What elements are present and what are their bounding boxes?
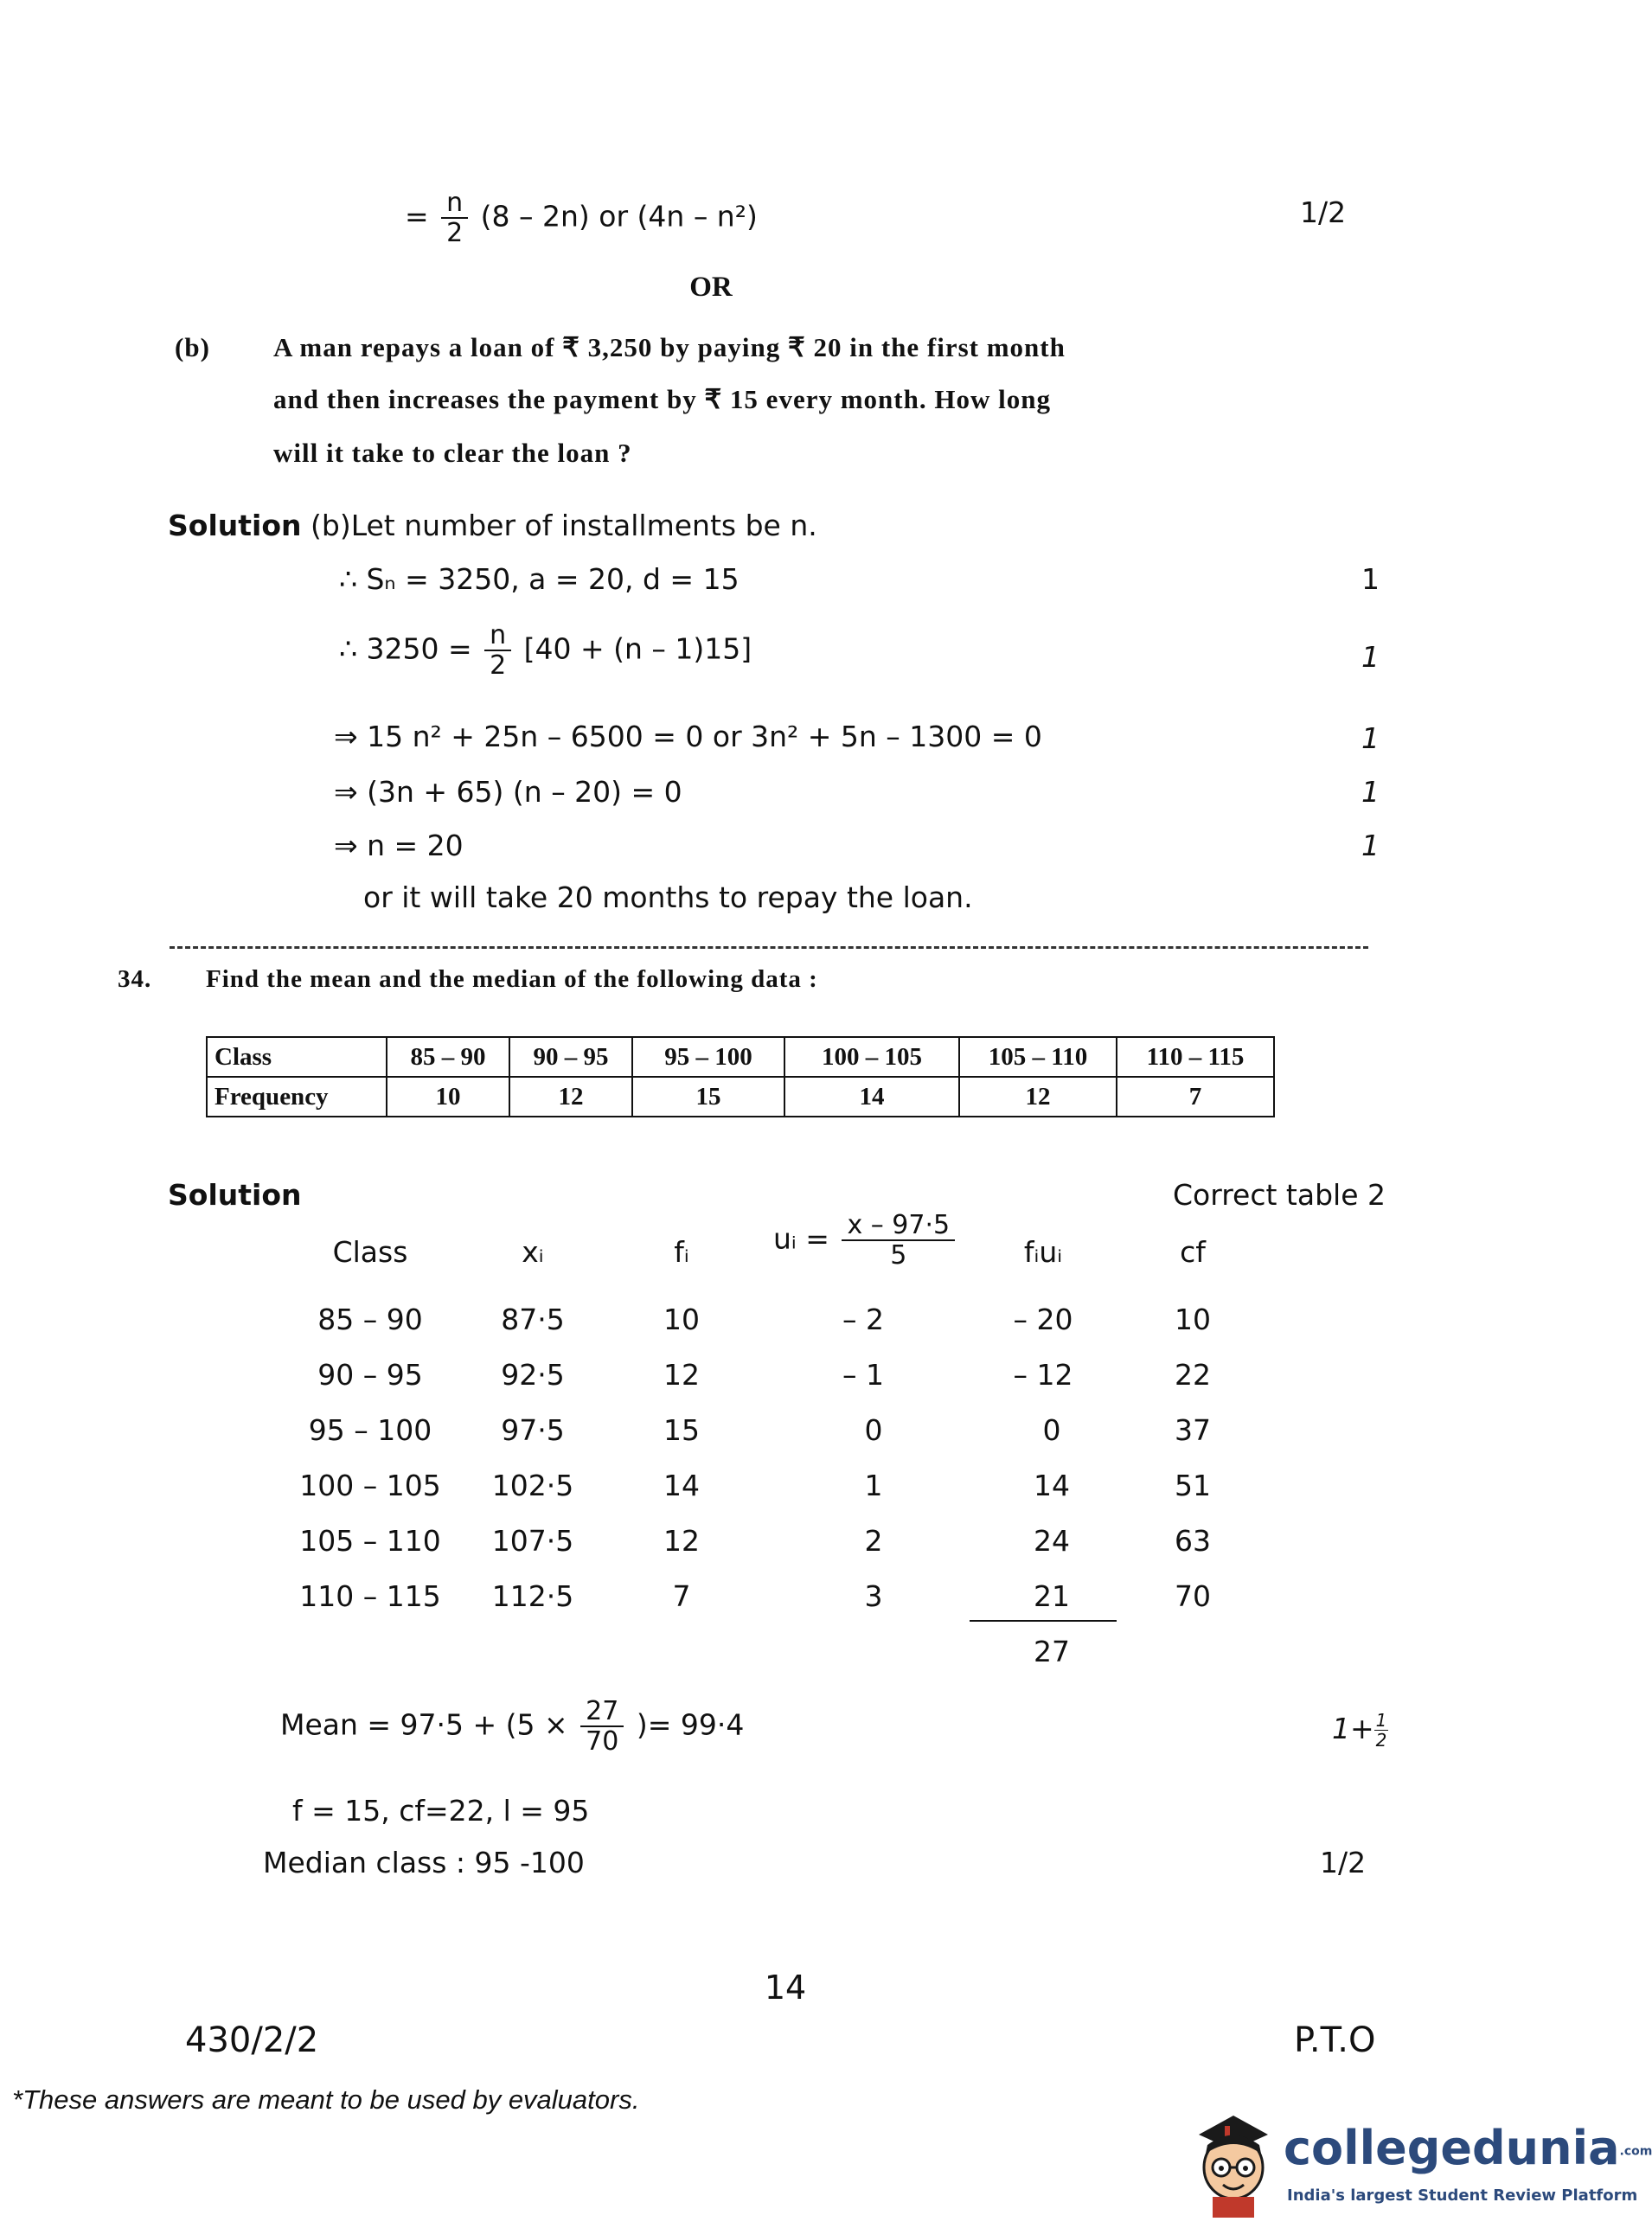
- step2-frac-den: 2: [490, 650, 507, 681]
- row-class: 90 – 95: [317, 1358, 423, 1392]
- solution-34-mark-note: Correct table 2: [1173, 1178, 1386, 1212]
- pto-label: P.T.O: [1294, 2020, 1376, 2060]
- solution-b-intro-text: (b)Let number of installments be n.: [311, 509, 817, 542]
- row-f: 15: [663, 1413, 700, 1447]
- mean-fraction: [580, 1697, 624, 1756]
- row-cf: 22: [1175, 1358, 1211, 1392]
- question-b-label: (b): [175, 332, 210, 362]
- row-f: 12: [663, 1358, 700, 1392]
- row-cf: 37: [1175, 1413, 1211, 1447]
- row-cf: 70: [1175, 1579, 1211, 1613]
- mean-mark-num: 1: [1375, 1710, 1387, 1731]
- table-cell: 100 – 105: [784, 1037, 959, 1077]
- prev-frac-den: 2: [446, 218, 464, 248]
- row-u: 2: [864, 1524, 883, 1558]
- mascot-icon: [1173, 2100, 1294, 2221]
- col-u-fraction: [842, 1211, 955, 1270]
- solution-b-step3-mark: 1: [1361, 721, 1380, 755]
- section-divider: [170, 946, 1368, 949]
- table-cell: 12: [509, 1077, 632, 1117]
- median-values: f = 15, cf=22, l = 95: [292, 1794, 590, 1828]
- solution-b-step1-mark: 1: [1361, 562, 1380, 596]
- question-b-line2: and then increases the payment by ₹ 15 every month. How long: [273, 384, 1051, 414]
- row-fu: 0: [1042, 1413, 1061, 1447]
- table-cell: 7: [1117, 1077, 1274, 1117]
- question-34-number: 34.: [118, 965, 152, 993]
- row-x: 92·5: [501, 1358, 565, 1392]
- row-f: 14: [663, 1469, 700, 1502]
- row-fu: – 12: [1013, 1358, 1073, 1392]
- col-header-fu: fᵢuᵢ: [1023, 1235, 1063, 1269]
- prev-eq-prefix: =: [405, 199, 429, 234]
- brand-name-text: collegedunia: [1284, 2121, 1620, 2175]
- row-fu: 24: [1034, 1524, 1070, 1558]
- solution-b-step3: ⇒ 15 n² + 25n – 6500 = 0 or 3n² + 5n – 1300 = 0: [334, 720, 1042, 753]
- question-34-table: [206, 1036, 1275, 1117]
- row-u: 3: [864, 1579, 883, 1613]
- solution-b-conclusion: or it will take 20 months to repay the loan.: [363, 880, 973, 914]
- row-f: 12: [663, 1524, 700, 1558]
- solution-b-step2-mark: 1: [1361, 640, 1380, 674]
- row-x: 112·5: [491, 1579, 574, 1613]
- mean-mark-den: 2: [1375, 1730, 1387, 1751]
- page-number: 14: [764, 1969, 807, 2007]
- col-header-f: fᵢ: [674, 1235, 689, 1269]
- row-u: – 2: [842, 1303, 884, 1336]
- mean-equation: [280, 1697, 744, 1756]
- prev-frac-num: n: [441, 189, 468, 219]
- table-cell: Frequency: [207, 1077, 387, 1117]
- table-cell: 90 – 95: [509, 1037, 632, 1077]
- step2-pre: ∴ 3250 =: [339, 631, 472, 666]
- row-fu: 14: [1034, 1469, 1070, 1502]
- row-class: 100 – 105: [299, 1469, 441, 1502]
- solution-b-step1: ∴ Sₙ = 3250, a = 20, d = 15: [339, 562, 740, 596]
- document-code: 430/2/2: [185, 2020, 319, 2060]
- row-x: 87·5: [501, 1303, 565, 1336]
- table-cell: 105 – 110: [959, 1037, 1117, 1077]
- solution-b-step4: ⇒ (3n + 65) (n – 20) = 0: [334, 775, 682, 809]
- evaluator-note: *These answers are meant to be used by evaluators.: [12, 2084, 640, 2115]
- brand-tagline: India's largest Student Review Platform: [1287, 2186, 1638, 2205]
- row-class: 85 – 90: [317, 1303, 423, 1336]
- table-cell: 15: [632, 1077, 784, 1117]
- median-class: Median class : 95 -100: [263, 1846, 585, 1879]
- brand-suffix: .com: [1619, 2144, 1652, 2159]
- solution-b-step5-mark: 1: [1361, 829, 1380, 862]
- collegedunia-logo: [1173, 2100, 1652, 2221]
- col-header-x: xᵢ: [522, 1235, 544, 1269]
- row-class: 105 – 110: [299, 1524, 441, 1558]
- question-b-line1: A man repays a loan of ₹ 3,250 by paying ₹ 20 in the first month: [273, 332, 1066, 362]
- question-b-line3: will it take to clear the loan ?: [273, 438, 632, 468]
- table-cell: 85 – 90: [387, 1037, 509, 1077]
- table-cell: 110 – 115: [1117, 1037, 1274, 1077]
- row-x: 107·5: [491, 1524, 574, 1558]
- solution-b-step2: [339, 621, 752, 680]
- col-u-den: 5: [890, 1240, 907, 1271]
- step2-post: [40 + (n – 1)15]: [523, 631, 752, 666]
- col-header-u: [773, 1211, 958, 1270]
- mean-num: 27: [580, 1697, 624, 1727]
- mean-mark-fraction: [1374, 1711, 1389, 1750]
- solution-b-step4-mark: 1: [1361, 775, 1380, 809]
- mean-den: 70: [586, 1726, 619, 1757]
- table-cell: 10: [387, 1077, 509, 1117]
- row-f: 7: [672, 1579, 691, 1613]
- step2-fraction: [484, 621, 511, 680]
- step2-frac-num: n: [484, 621, 511, 651]
- row-cf: 51: [1175, 1469, 1211, 1502]
- row-fu: – 20: [1013, 1303, 1073, 1336]
- prev-equation: [405, 189, 758, 247]
- prev-fraction: [441, 189, 468, 247]
- mean-mark: [1332, 1711, 1388, 1750]
- prev-eq-rest: (8 – 2n) or (4n – n²): [480, 199, 758, 234]
- row-u: – 1: [842, 1358, 884, 1392]
- question-34-class-row: [207, 1037, 1274, 1077]
- question-34-frequency-row: [207, 1077, 1274, 1117]
- row-f: 10: [663, 1303, 700, 1336]
- row-class: 110 – 115: [299, 1579, 441, 1613]
- mean-mark-whole: 1+: [1332, 1712, 1374, 1745]
- col-header-class: Class: [332, 1235, 408, 1269]
- row-x: 102·5: [491, 1469, 574, 1502]
- row-cf: 63: [1175, 1524, 1211, 1558]
- question-34-text: Find the mean and the median of the following data :: [206, 965, 818, 993]
- or-label: OR: [689, 272, 733, 303]
- prev-mark: 1/2: [1300, 195, 1347, 229]
- row-fu: 21: [1034, 1579, 1070, 1613]
- solution-b-step5: ⇒ n = 20: [334, 829, 464, 862]
- fu-total: 27: [1034, 1635, 1070, 1668]
- row-u: 0: [864, 1413, 883, 1447]
- solution-b-intro: [168, 509, 817, 542]
- col-u-num: x – 97·5: [842, 1211, 955, 1241]
- row-u: 1: [864, 1469, 883, 1502]
- table-cell: 12: [959, 1077, 1117, 1117]
- table-cell: Class: [207, 1037, 387, 1077]
- solution-b-heading: Solution: [168, 509, 302, 542]
- row-class: 95 – 100: [308, 1413, 432, 1447]
- solution-34-heading: Solution: [168, 1178, 302, 1212]
- median-mark: 1/2: [1320, 1846, 1367, 1879]
- row-cf: 10: [1175, 1303, 1211, 1336]
- table-cell: 14: [784, 1077, 959, 1117]
- brand-name: [1284, 2121, 1652, 2175]
- table-cell: 95 – 100: [632, 1037, 784, 1077]
- mean-pre: Mean = 97·5 + (5 ×: [280, 1707, 568, 1742]
- row-x: 97·5: [501, 1413, 565, 1447]
- col-u-pre: uᵢ =: [773, 1221, 829, 1256]
- sum-line: [970, 1620, 1117, 1622]
- col-header-cf: cf: [1180, 1235, 1206, 1269]
- mean-post: )= 99·4: [636, 1707, 745, 1742]
